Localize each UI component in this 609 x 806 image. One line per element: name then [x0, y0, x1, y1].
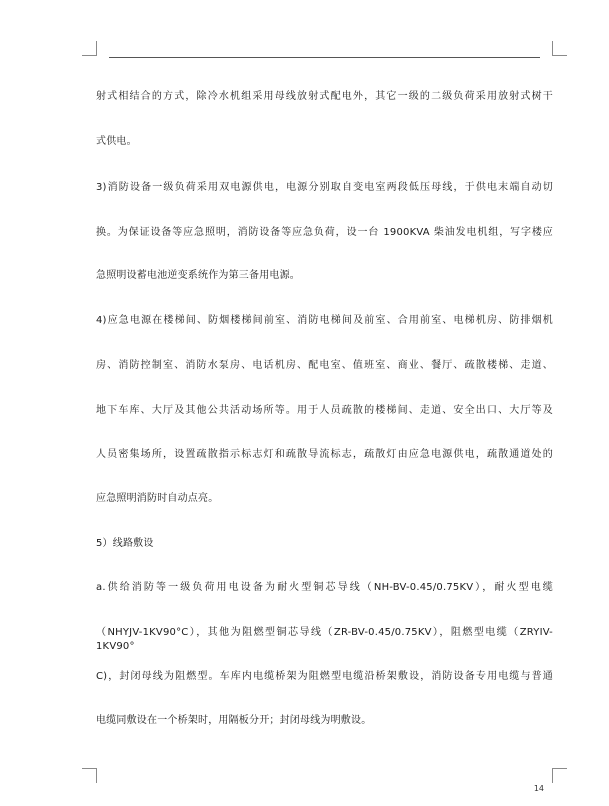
- header-rule: [109, 57, 540, 58]
- text-line-3: 3)消防设备一级负荷采用双电源供电，电源分别取自变电室两段低压母线，于供电末端自动切: [96, 182, 553, 193]
- crop-mark-top-left: [82, 41, 97, 56]
- text-line-9: 人员密集场所，设置疏散指示标志灯和疏散导流标志，疏散灯由应急电源供电，疏散通道处的: [96, 449, 553, 460]
- text-line-10: 应急照明消防时自动点亮。: [96, 493, 219, 504]
- text-line-4: 换。为保证设备等应急照明，消防设备等应急负荷，设一台 1900KVA 柴油发电机组，写字楼应: [96, 227, 553, 238]
- crop-mark-top-right: [552, 41, 567, 56]
- crop-mark-bottom-left: [82, 768, 97, 783]
- text-line-12: a.供给消防等一级负荷用电设备为耐火型铜芯导线（NH-BV-0.45/0.75KV），耐火型电缆: [96, 582, 553, 593]
- text-line-7: 房、消防控制室、消防水泵房、电话机房、配电室、值班室、商业、餐厅、疏散楼梯、走道、: [96, 360, 553, 371]
- text-line-1: 射式相结合的方式，除冷水机组采用母线放射式配电外，其它一级的二级负荷采用放射式树干: [96, 91, 553, 102]
- text-line-6: 4)应急电源在楼梯间、防烟楼梯间前室、消防电梯间及前室、合用前室、电梯机房、防排烟机: [96, 315, 553, 326]
- text-line-2: 式供电。: [96, 136, 137, 147]
- text-line-13: （NHYJV-1KV90°C），其他为阻燃型铜芯导线（ZR-BV-0.45/0.75KV），阻燃型电缆（ZRYIV-1KV90°: [96, 627, 553, 652]
- page-number: 14: [533, 784, 544, 793]
- section-heading-wiring: 5）线路敷设: [96, 538, 154, 549]
- text-line-14: C)，封闭母线为阻燃型。车库内电缆桥架为阻燃型电缆沿桥架敷设，消防设备专用电缆与普通: [96, 671, 553, 682]
- text-line-8: 地下车库、大厅及其他公共活动场所等。用于人员疏散的楼梯间、走道、安全出口、大厅等及: [96, 405, 553, 416]
- crop-mark-bottom-right: [552, 768, 567, 783]
- text-line-5: 急照明设蓄电池逆变系统作为第三备用电源。: [96, 270, 300, 281]
- text-line-15: 电缆同敷设在一个桥架时，用隔板分开；封闭母线为明敷设。: [96, 715, 372, 726]
